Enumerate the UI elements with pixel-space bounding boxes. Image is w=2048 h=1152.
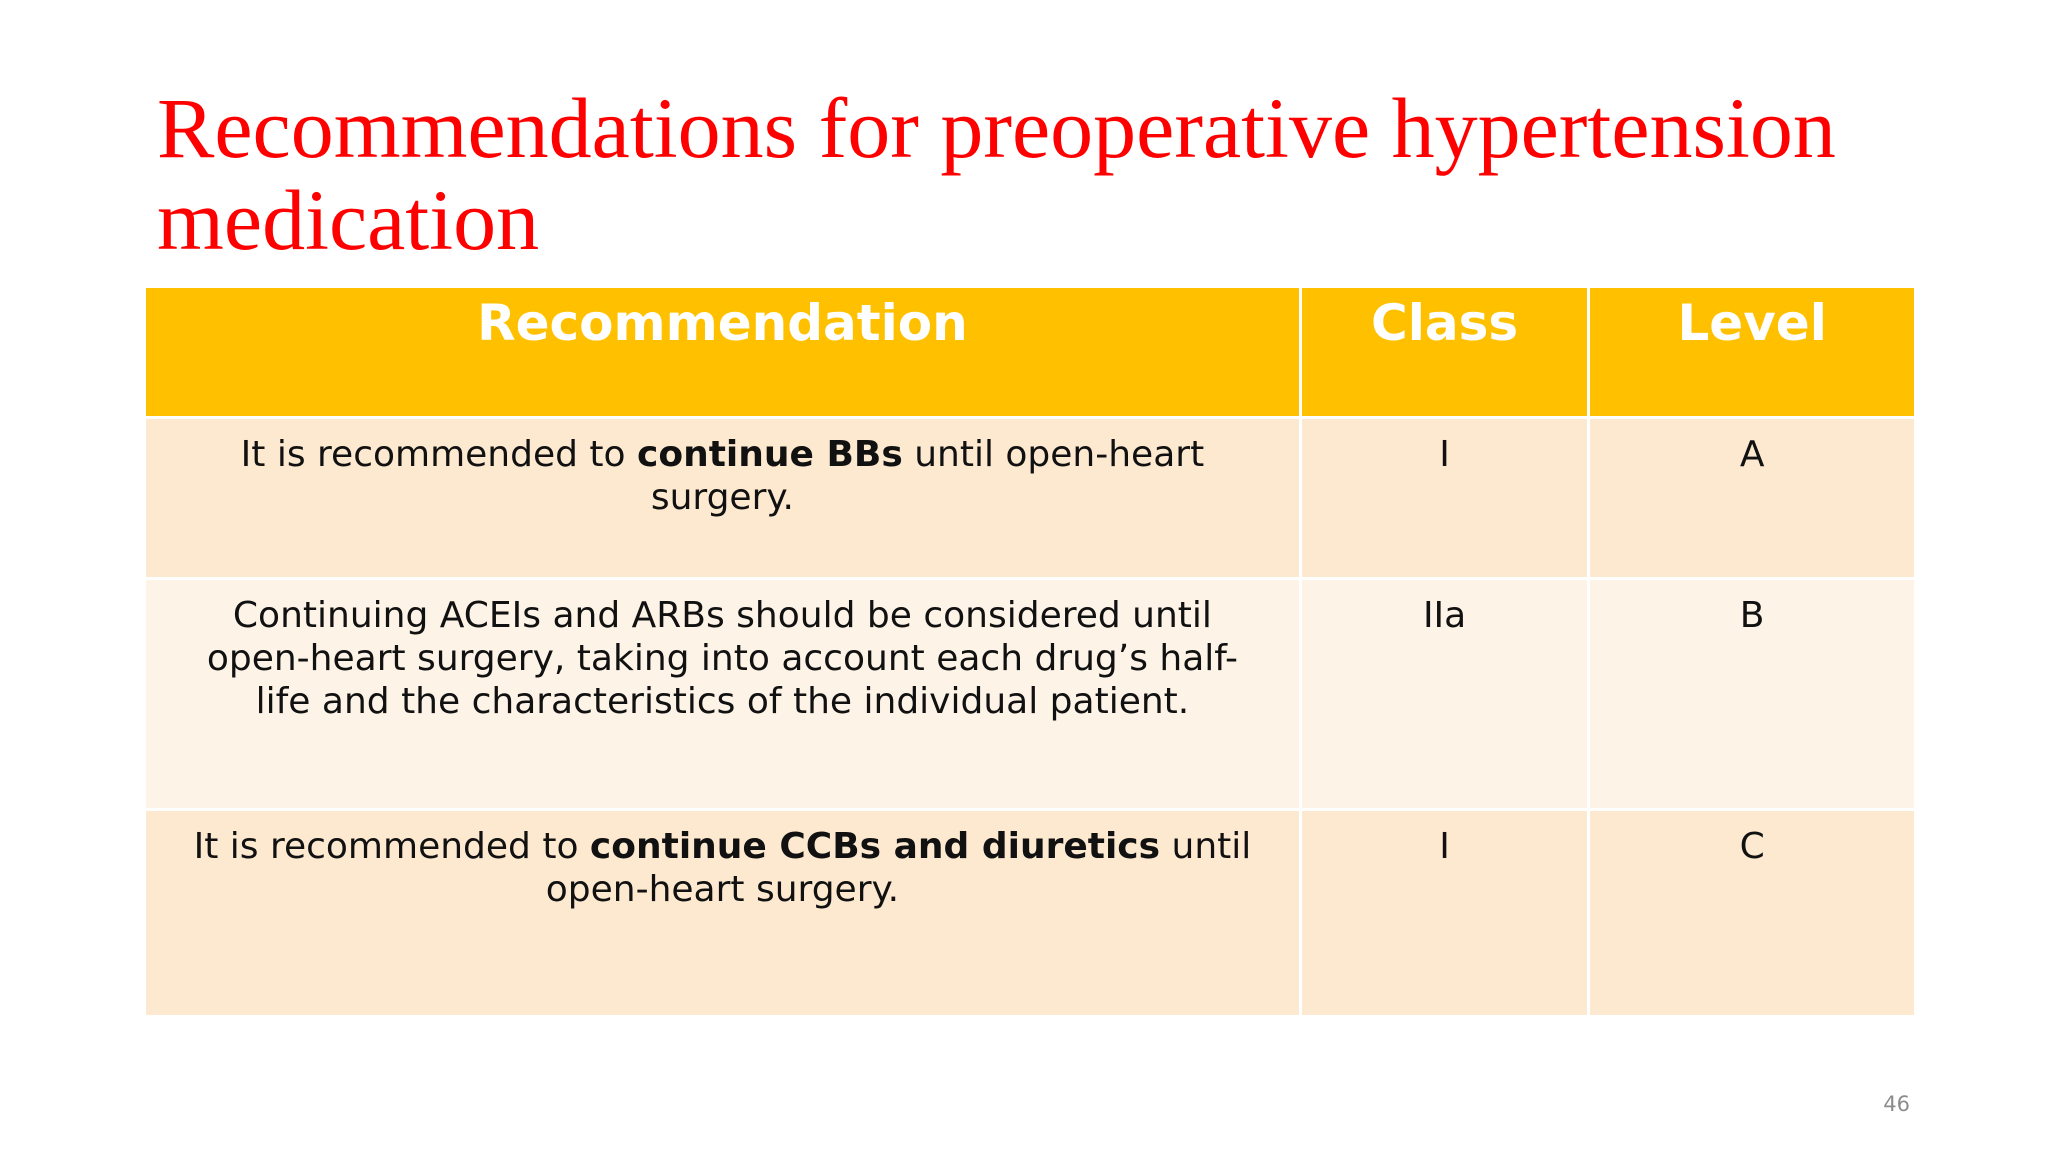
recommendation-text: It is recommended to: [193, 826, 590, 867]
recommendation-text: Continuing ACEIs and ARBs should be considered until open-heart surgery, taking into account each drug’s half-life and the characteristics of the individual patient.: [206, 595, 1238, 722]
header-recommendation: Recommendation: [145, 287, 1301, 418]
recommendation-cell: [145, 418, 1301, 579]
recommendation-emphasis: continue CCBs and diuretics: [589, 826, 1161, 867]
level-cell: A: [1589, 418, 1916, 579]
recommendations-table: [143, 285, 1917, 1018]
recommendation-emphasis: continue BBs: [637, 434, 903, 475]
header-level: Level: [1589, 287, 1916, 418]
recommendation-text-end: until open-heart surgery.: [545, 826, 1252, 910]
class-cell: I: [1300, 810, 1588, 1017]
recommendation-cell: [145, 810, 1301, 1017]
class-cell: I: [1300, 418, 1588, 579]
page-number: 46: [1883, 1092, 1910, 1116]
table-row: [145, 810, 1916, 1017]
level-cell: C: [1589, 810, 1916, 1017]
table-row: [145, 418, 1916, 579]
recommendation-text: It is recommended to: [240, 434, 637, 475]
header-class: Class: [1300, 287, 1588, 418]
recommendation-text-end: until open-heart surgery.: [650, 434, 1205, 518]
class-cell: IIa: [1300, 579, 1588, 810]
level-cell: B: [1589, 579, 1916, 810]
slide-title: Recommendations for preoperative hypertension medication: [157, 80, 1836, 268]
recommendation-cell: [145, 579, 1301, 810]
table-header-row: [145, 287, 1916, 418]
table-row: [145, 579, 1916, 810]
